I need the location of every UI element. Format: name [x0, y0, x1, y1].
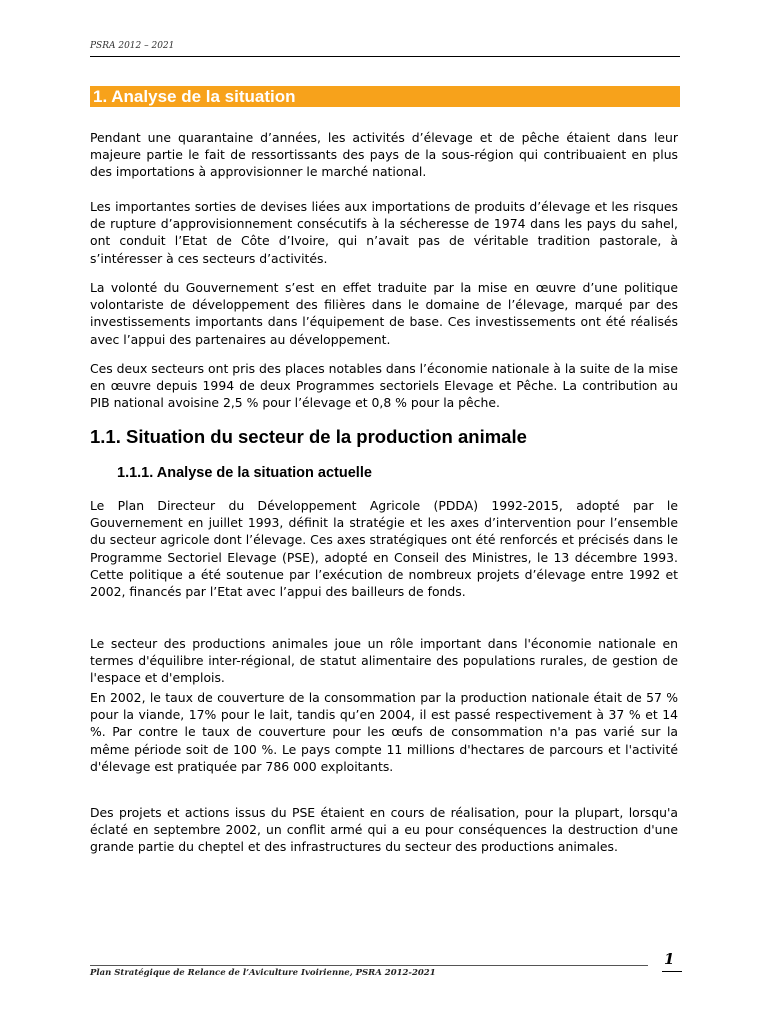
paragraph-conflit: Des projets et actions issus du PSE étaient en cours de réalisation, pour la plupart, lorsqu'a éclaté en septembre 2002, un conflit armé qui a eu pour conséquences la destruction d'une grande partie du cheptel et des infrastructures du secteur des productions animales.	[90, 805, 678, 855]
paragraph-productions-animales: Le secteur des productions animales joue un rôle important dans l'économie nationale en termes d'équilibre inter-régional, de statut alimentaire des populations rurales, de gestion de l'espace et d'emplois.	[90, 636, 678, 686]
subsection-title: 1.1. Situation du secteur de la production animale	[90, 426, 527, 447]
paragraph-intro-3: La volonté du Gouvernement s’est en effet traduite par la mise en œuvre d’une politique volontariste de développement des filières dans le domaine de l’élevage, marqué par des investissements importants dans l’équipement de base. Ces investissements ont été réalisés avec l’appui des partenaires au développement.	[90, 280, 678, 347]
subsubsection-title: 1.1.1. Analyse de la situation actuelle	[117, 465, 372, 481]
footer-document-title: Plan Stratégique de Relance de l’Aviculture Ivoirienne, PSRA 2012-2021	[90, 968, 436, 978]
page-number: 1	[664, 950, 675, 968]
paragraph-intro-1: Pendant une quarantaine d’années, les activités d’élevage et de pêche étaient dans leur majeure partie le fait de ressortissants des pays de la sous-région qui contribuaient en plus des importations à approvisionner le marché national.	[90, 130, 678, 180]
page-number-underline	[662, 971, 682, 972]
paragraph-intro-4: Ces deux secteurs ont pris des places notables dans l’économie nationale à la suite de la mise en œuvre depuis 1994 de deux Programmes sectoriels Elevage et Pêche. La contribution au PIB national avoisine 2,5 % pour l’élevage et 0,8 % pour la pêche.	[90, 361, 678, 411]
header-rule	[90, 56, 680, 57]
footer-rule	[90, 965, 648, 966]
paragraph-pdda: Le Plan Directeur du Développement Agricole (PDDA) 1992-2015, adopté par le Gouvernement en juillet 1993, définit la stratégie et les axes d’intervention pour l’ensemble du secteur agricole dont l’élevage. Ces axes stratégiques ont été renforcés et précisés dans le Programme Sectoriel Elevage (PSE), adopté en Conseil des Ministres, le 13 décembre 1993. Cette politique a été soutenue par l’exécution de nombreux projets d’élevage entre 1992 et 2002, financés par l’Etat avec l’appui des bailleurs de fonds.	[90, 498, 678, 600]
paragraph-intro-2: Les importantes sorties de devises liées aux importations de produits d’élevage et les risques de rupture d’approvisionnement consécutifs à la sécheresse de 1974 dans les pays du sahel, ont conduit l’Etat de Côte d’Ivoire, qui n’avait pas de véritable tradition pastorale, à s’intéresser à ces secteurs d’activités.	[90, 199, 678, 266]
paragraph-taux-couverture: En 2002, le taux de couverture de la consommation par la production nationale était de 57 % pour la viande, 17% pour le lait, tandis qu’en 2004, il est passé respectivement à 37 % et 14 %. Par contre le taux de couverture pour les œufs de consommation n'a pas varié sur la même période soit de 100 %. Le pays compte 11 millions d'hectares de parcours et l'activité d'élevage est pratiquée par 786 000 exploitants.	[90, 690, 678, 774]
running-header: PSRA 2012 – 2021	[90, 41, 175, 51]
section-title: 1. Analyse de la situation	[90, 86, 680, 107]
